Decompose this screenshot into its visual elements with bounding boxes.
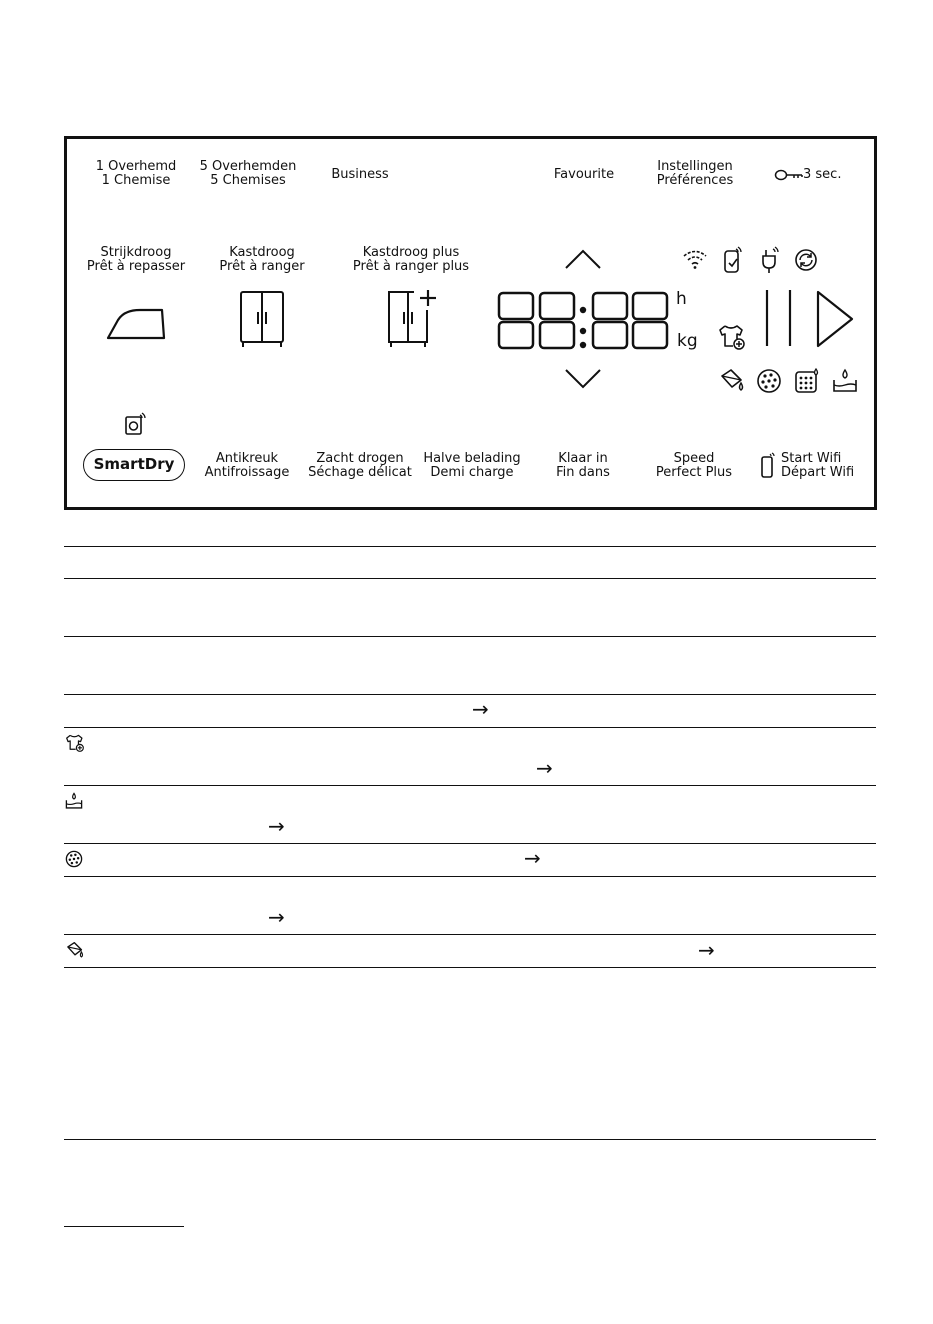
refresh-icon: [794, 248, 818, 276]
table-rule: [64, 785, 876, 786]
label-settings[interactable]: Instellingen Préférences: [656, 159, 734, 188]
arrow-glyph: →: [268, 905, 285, 929]
lint-filter-icon: [756, 368, 782, 398]
unit-hours: h: [676, 289, 687, 309]
remote-phone-icon: [722, 246, 744, 278]
key-icon: [774, 167, 804, 186]
table-rule: [64, 843, 876, 844]
filter-icon: [65, 941, 85, 964]
label-anti-crease[interactable]: Antikreuk Antifroissage: [204, 451, 290, 480]
lint-filter-icon: [65, 850, 83, 872]
label-business[interactable]: Business: [331, 167, 389, 182]
table-rule: [64, 876, 876, 877]
unit-kg: kg: [677, 331, 698, 351]
table-rule: [64, 694, 876, 695]
table-rule: [64, 727, 876, 728]
digit-display: [496, 290, 672, 356]
arrow-glyph: →: [472, 697, 489, 721]
chevron-down-icon[interactable]: [564, 368, 602, 394]
label-1-shirt[interactable]: 1 Overhemd 1 Chemise: [95, 159, 177, 188]
label-half-load[interactable]: Halve belading Demi charge: [423, 451, 521, 480]
label-start-wifi[interactable]: Start Wifi Départ Wifi: [781, 451, 855, 480]
label-cupboard-dry-plus[interactable]: Kastdroog plus Prêt à ranger plus: [352, 245, 470, 274]
arrow-glyph: →: [536, 756, 553, 780]
table-rule: [64, 578, 876, 579]
shirt-plus-icon: [718, 324, 746, 354]
start-pause-icon[interactable]: [762, 288, 856, 354]
label-speed-perfect-plus[interactable]: Speed Perfect Plus: [655, 451, 733, 480]
table-rule: [64, 636, 876, 637]
phone-icon: [760, 452, 776, 484]
footnote-rule: [64, 1226, 184, 1227]
chevron-up-icon[interactable]: [564, 248, 602, 274]
filter-icon: [718, 368, 746, 398]
heat-exchanger-icon: [794, 368, 820, 398]
label-favourite[interactable]: Favourite: [553, 167, 615, 182]
arrow-glyph: →: [524, 846, 541, 870]
iron-icon[interactable]: [106, 300, 168, 344]
shirt-plus-icon: [65, 734, 85, 756]
dryer-connect-icon: [124, 412, 148, 440]
water-tank-icon: [832, 368, 858, 398]
label-ready-in[interactable]: Klaar in Fin dans: [556, 451, 610, 480]
wifi-icon: [682, 248, 708, 274]
table-rule: [64, 967, 876, 968]
wardrobe-icon[interactable]: [238, 290, 286, 352]
table-rule: [64, 934, 876, 935]
wardrobe-plus-icon[interactable]: [384, 288, 440, 352]
label-gentle-dry[interactable]: Zacht drogen Séchage délicat: [308, 451, 412, 480]
label-5-shirts[interactable]: 5 Overhemden 5 Chemises: [199, 159, 297, 188]
plug-icon: [758, 246, 782, 278]
label-cupboard-dry[interactable]: Kastdroog Prêt à ranger: [219, 245, 305, 274]
arrow-glyph: →: [268, 814, 285, 838]
arrow-glyph: →: [698, 938, 715, 962]
table-rule: [64, 1139, 876, 1140]
label-iron-dry[interactable]: Strijkdroog Prêt à repasser: [86, 245, 186, 274]
label-3-sec: 3 sec.: [803, 167, 842, 182]
water-tank-icon: [65, 792, 83, 814]
table-rule: [64, 546, 876, 547]
smartdry-button[interactable]: SmartDry: [83, 449, 185, 481]
